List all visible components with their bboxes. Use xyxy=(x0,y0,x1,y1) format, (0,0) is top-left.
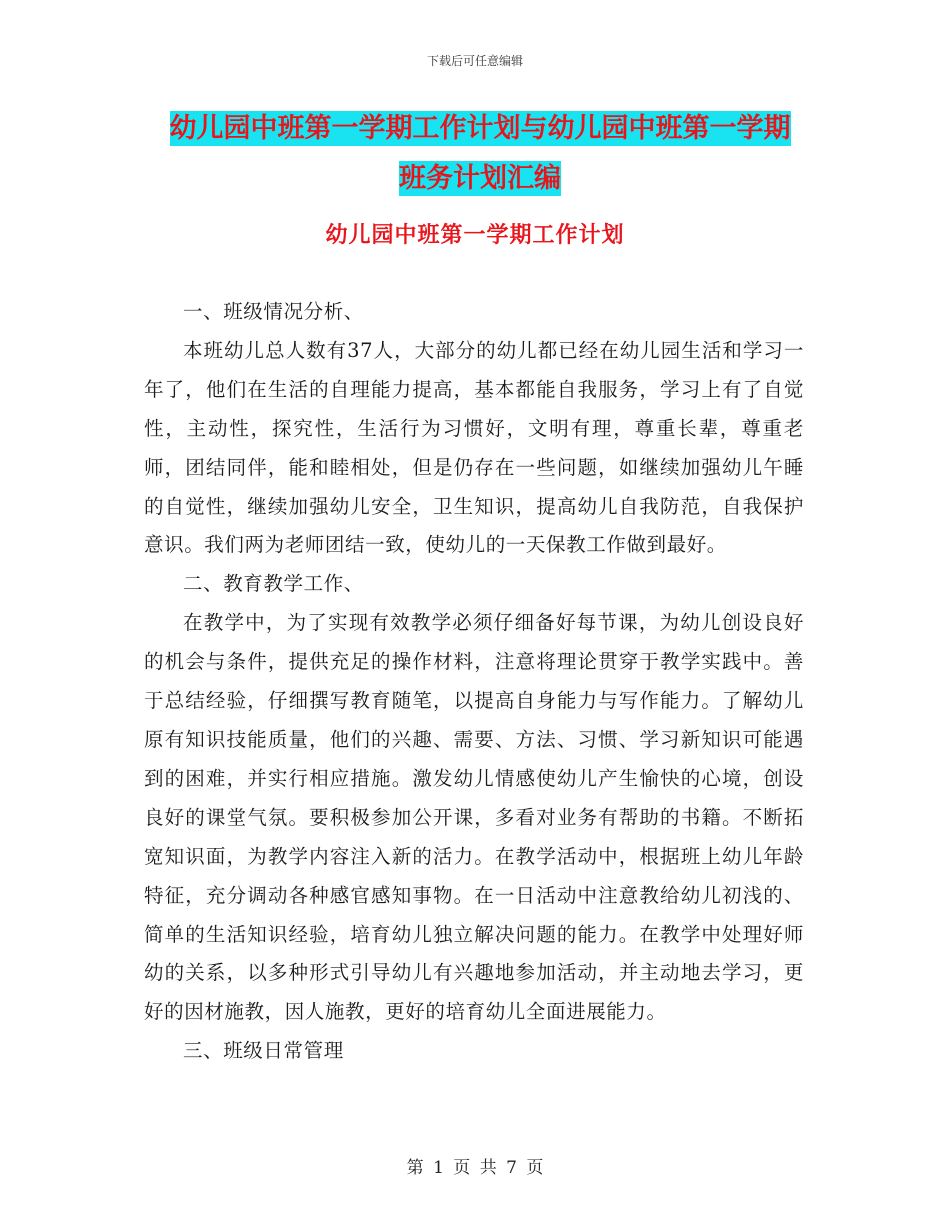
heading-teaching-work: 二、教育教学工作、 xyxy=(183,572,364,596)
heading-class-analysis: 一、班级情况分析、 xyxy=(183,300,364,323)
page-header-note: 下载后可任意编辑 xyxy=(426,54,523,68)
heading-daily-management: 三、班级日常管理 xyxy=(183,1039,344,1063)
document-body xyxy=(144,293,804,1071)
paragraph-class-analysis: 本班幼儿总人数有37人，大部分的幼儿都已经在幼儿园生活和学习一年了，他们在生活的自理能力提高，基本都能自我服务，学习上有了自觉性，主动性，探究性，生活行为习惯好，文明有理，尊重长辈，尊重老师，团结同伴，能和睦相处，但是仍存在一些问题，如继续加强幼儿午睡的自觉性，继续加强幼儿安全，卫生知识，提高幼儿自我防范，自我保护意识。我们两为老师团结一致，使幼儿的一天保教工作做到最好。 xyxy=(144,338,804,557)
document-title-line-2: 班务计划汇编 xyxy=(399,163,561,194)
document-title-line-1: 幼儿园中班第一学期工作计划与幼儿园中班第一学期 xyxy=(169,113,791,144)
section-title: 幼儿园中班第一学期工作计划 xyxy=(325,223,625,248)
paragraph-teaching-work: 在教学中，为了实现有效教学必须仔细备好每节课，为幼儿创设良好的机会与条件，提供充足的操作材料，注意将理论贯穿于教学实践中。善于总结经验，仔细撰写教育随笔，以提高自身能力与写作能力。了解幼儿原有知识技能质量，他们的兴趣、需要、方法、习惯、学习新知识可能遇到的困难，并实行相应措施。激发幼儿情感使幼儿产生愉快的心境，创设良好的课堂气氛。要积极参加公开课，多看对业务有帮助的书籍。不断拓宽知识面，为教学内容注入新的活力。在教学活动中，根据班上幼儿年龄特征，充分调动各种感官感知事物。在一日活动中注意教给幼儿初浅的、简单的生活知识经验，培育幼儿独立解决问题的能力。在教学中处理好师幼的关系，以多种形式引导幼儿有兴趣地参加活动，并主动地去学习，更好的因材施教，因人施教，更好的培育幼儿全面进展能力。 xyxy=(144,611,804,1024)
document-title xyxy=(140,104,820,204)
page-number-footer: 第 1 页 共 7 页 xyxy=(406,1158,544,1178)
